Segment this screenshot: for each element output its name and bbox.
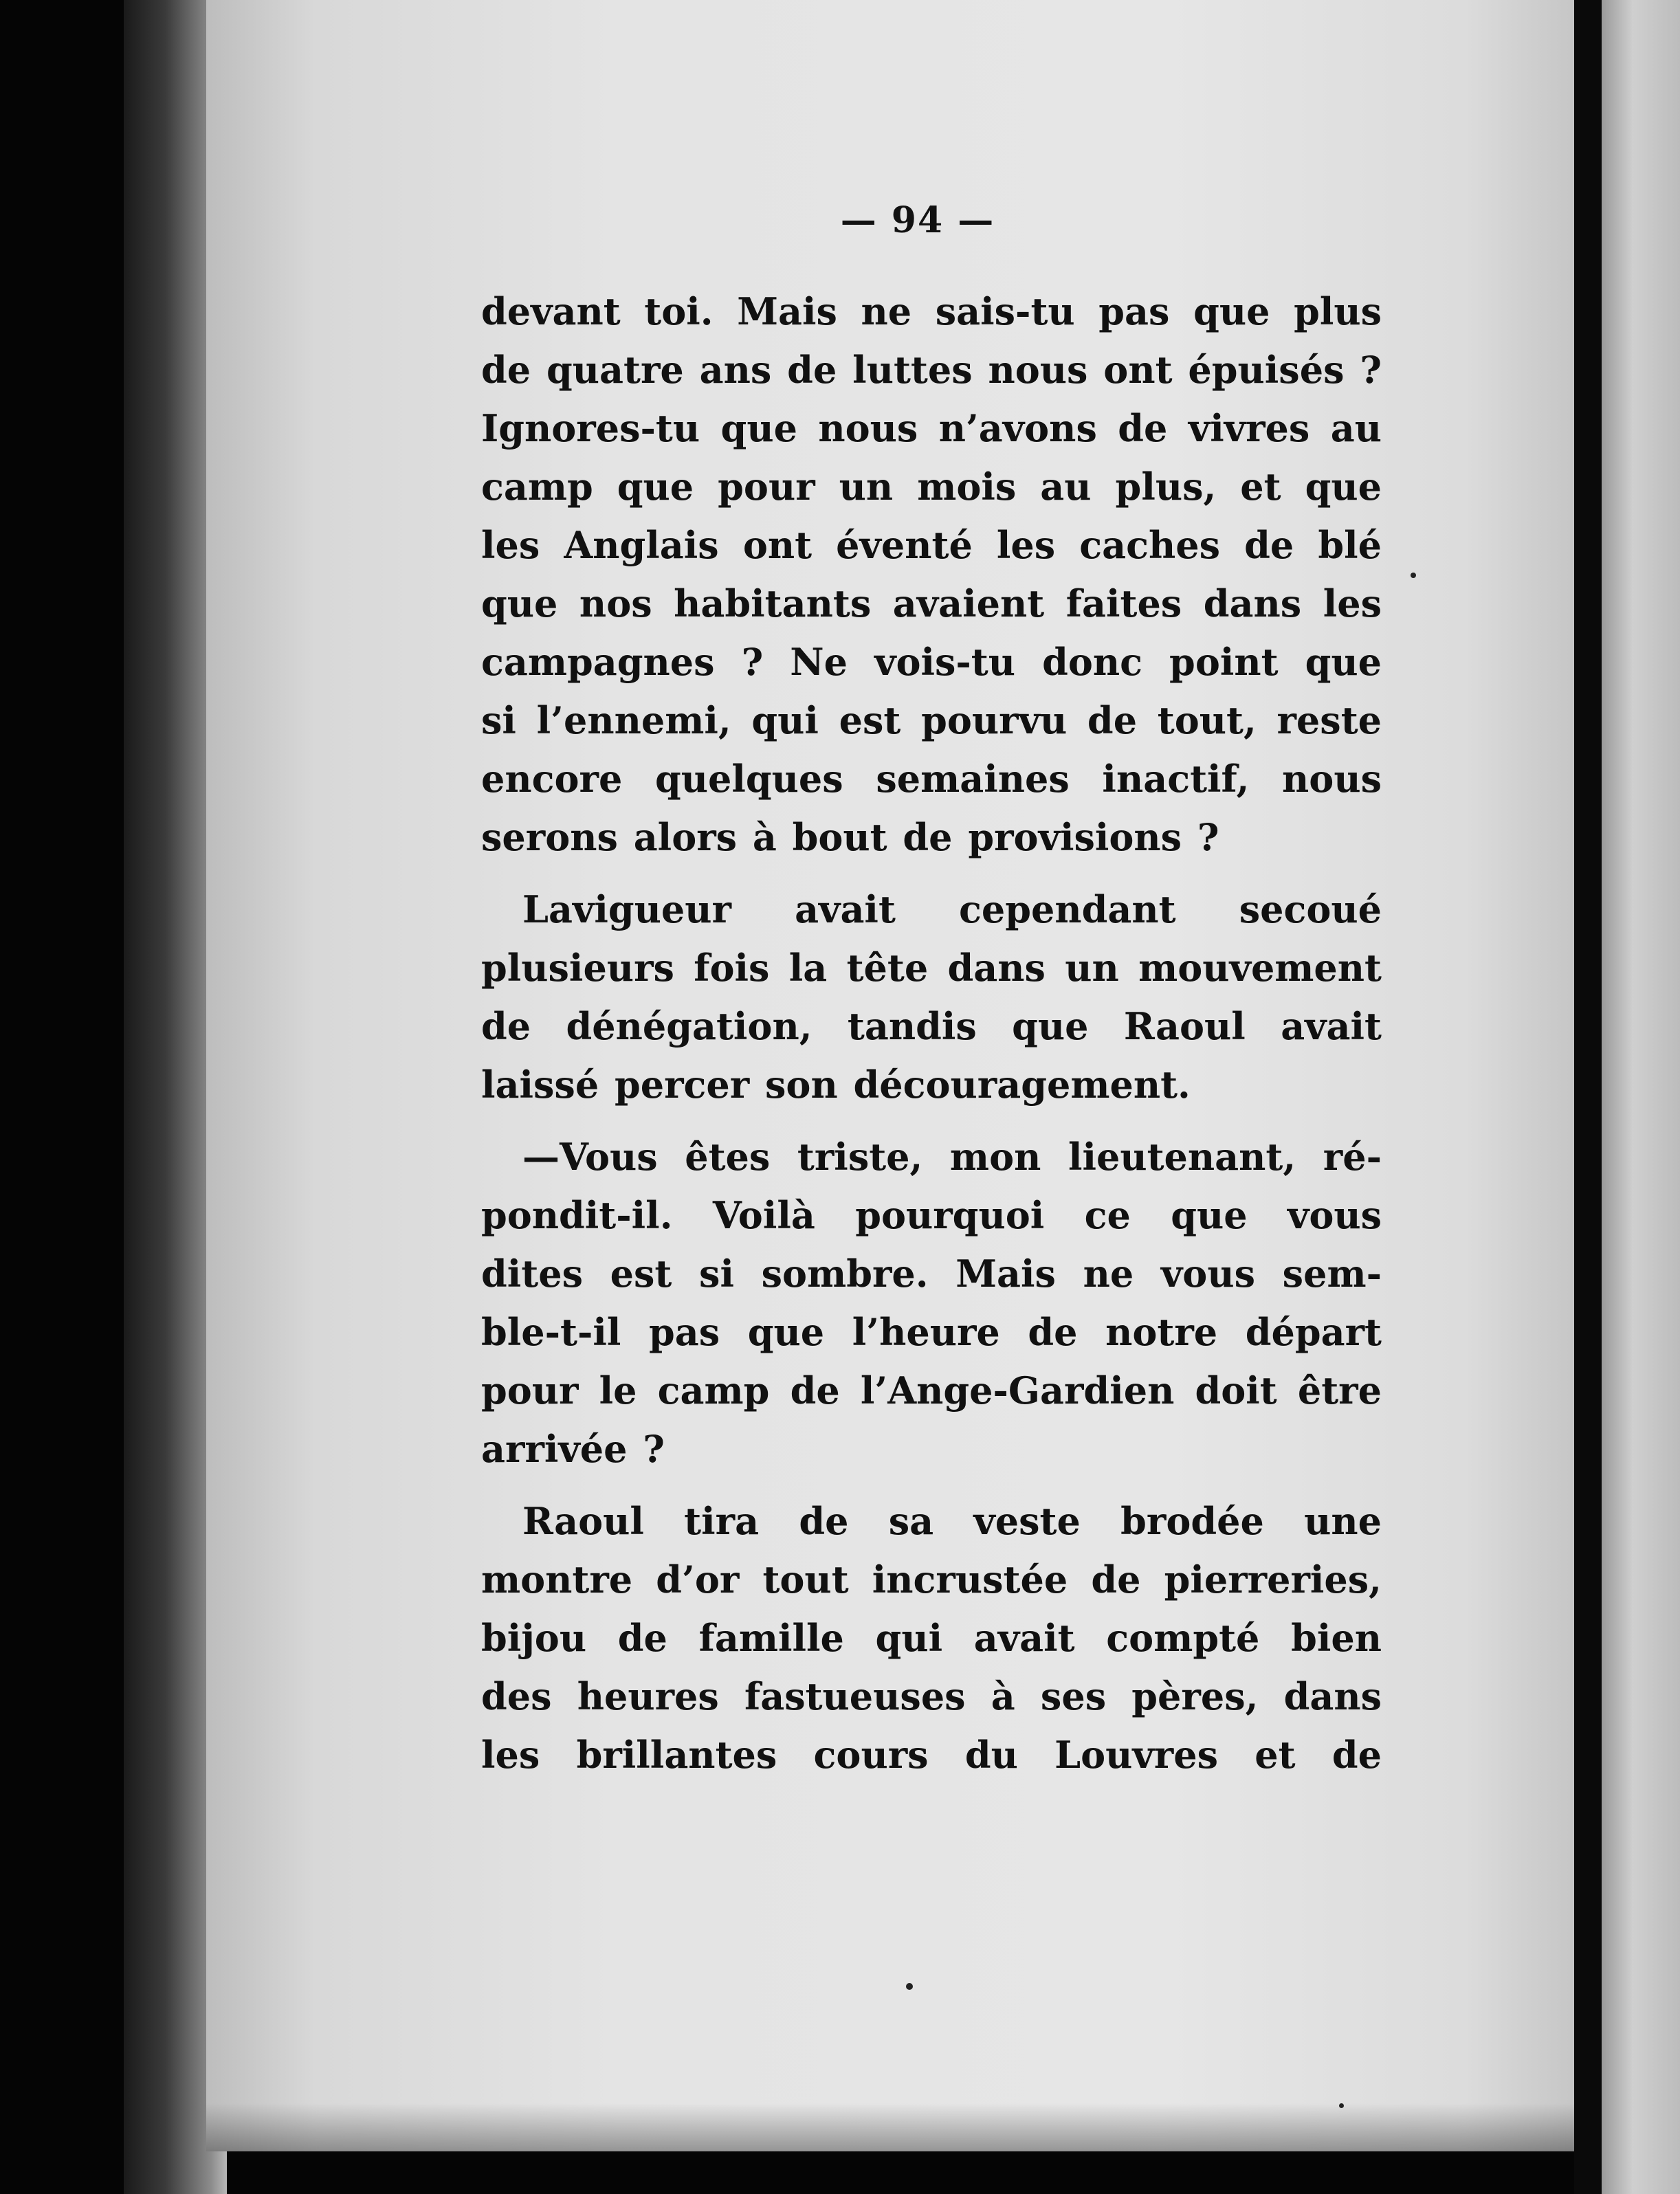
text-line: pondit-il. Voilà pourquoi ce que vous	[481, 1193, 1382, 1237]
dust-speck	[1411, 573, 1416, 578]
text-line: de quatre ans de luttes nous ont épuisés ?	[481, 348, 1382, 392]
text-line: —Vous êtes triste, mon lieutenant, ré-	[522, 1135, 1382, 1179]
paragraph	[481, 1492, 1382, 1784]
text-line: serons alors à bout de provisions ?	[481, 815, 1219, 859]
dust-speck	[906, 1983, 913, 1990]
text-line: arrivée ?	[481, 1427, 665, 1471]
text-line: Lavigueur avait cependant secoué	[522, 887, 1382, 931]
text-line: que nos habitants avaient faites dans les	[481, 581, 1382, 625]
page-shadow	[206, 2103, 1574, 2151]
text-line: plusieurs fois la tête dans un mouvement	[481, 946, 1382, 990]
paragraph	[481, 880, 1382, 1114]
page-number: — 94 —	[840, 199, 995, 241]
text-line: les Anglais ont éventé les caches de blé	[481, 523, 1382, 567]
page-text	[481, 199, 1382, 1784]
text-line: ble-t-il pas que l’heure de notre départ	[481, 1310, 1382, 1354]
dust-speck	[1339, 2103, 1344, 2108]
paragraph	[481, 1128, 1382, 1478]
text-line: Ignores-tu que nous n’avons de vivres au	[481, 406, 1382, 450]
text-line: encore quelques semaines inactif, nous	[481, 757, 1382, 801]
text-line: montre d’or tout incrustée de pierreries,	[481, 1558, 1382, 1602]
text-line: dites est si sombre. Mais ne vous sem-	[481, 1252, 1382, 1296]
text-line: campagnes ? Ne vois-tu donc point que	[481, 640, 1382, 684]
text-line: bijou de famille qui avait compté bien	[481, 1616, 1382, 1660]
text-line: les brillantes cours du Louvres et de	[481, 1733, 1382, 1777]
text-line: des heures fastueuses à ses pères, dans	[481, 1674, 1382, 1718]
text-line: laissé percer son découragement.	[481, 1063, 1191, 1107]
binding-gutter	[1574, 0, 1602, 2194]
text-line: camp que pour un mois au plus, et que	[481, 465, 1382, 509]
text-line: pour le camp de l’Ange-Gardien doit être	[481, 1369, 1382, 1412]
text-line: de dénégation, tandis que Raoul avait	[481, 1004, 1382, 1048]
text-line: si l’ennemi, qui est pourvu de tout, reste	[481, 698, 1382, 742]
text-line: devant toi. Mais ne sais-tu pas que plus	[481, 289, 1382, 333]
next-page-edge	[1602, 0, 1680, 2194]
paragraph	[481, 282, 1382, 867]
text-line: Raoul tira de sa veste brodée une	[522, 1499, 1382, 1543]
